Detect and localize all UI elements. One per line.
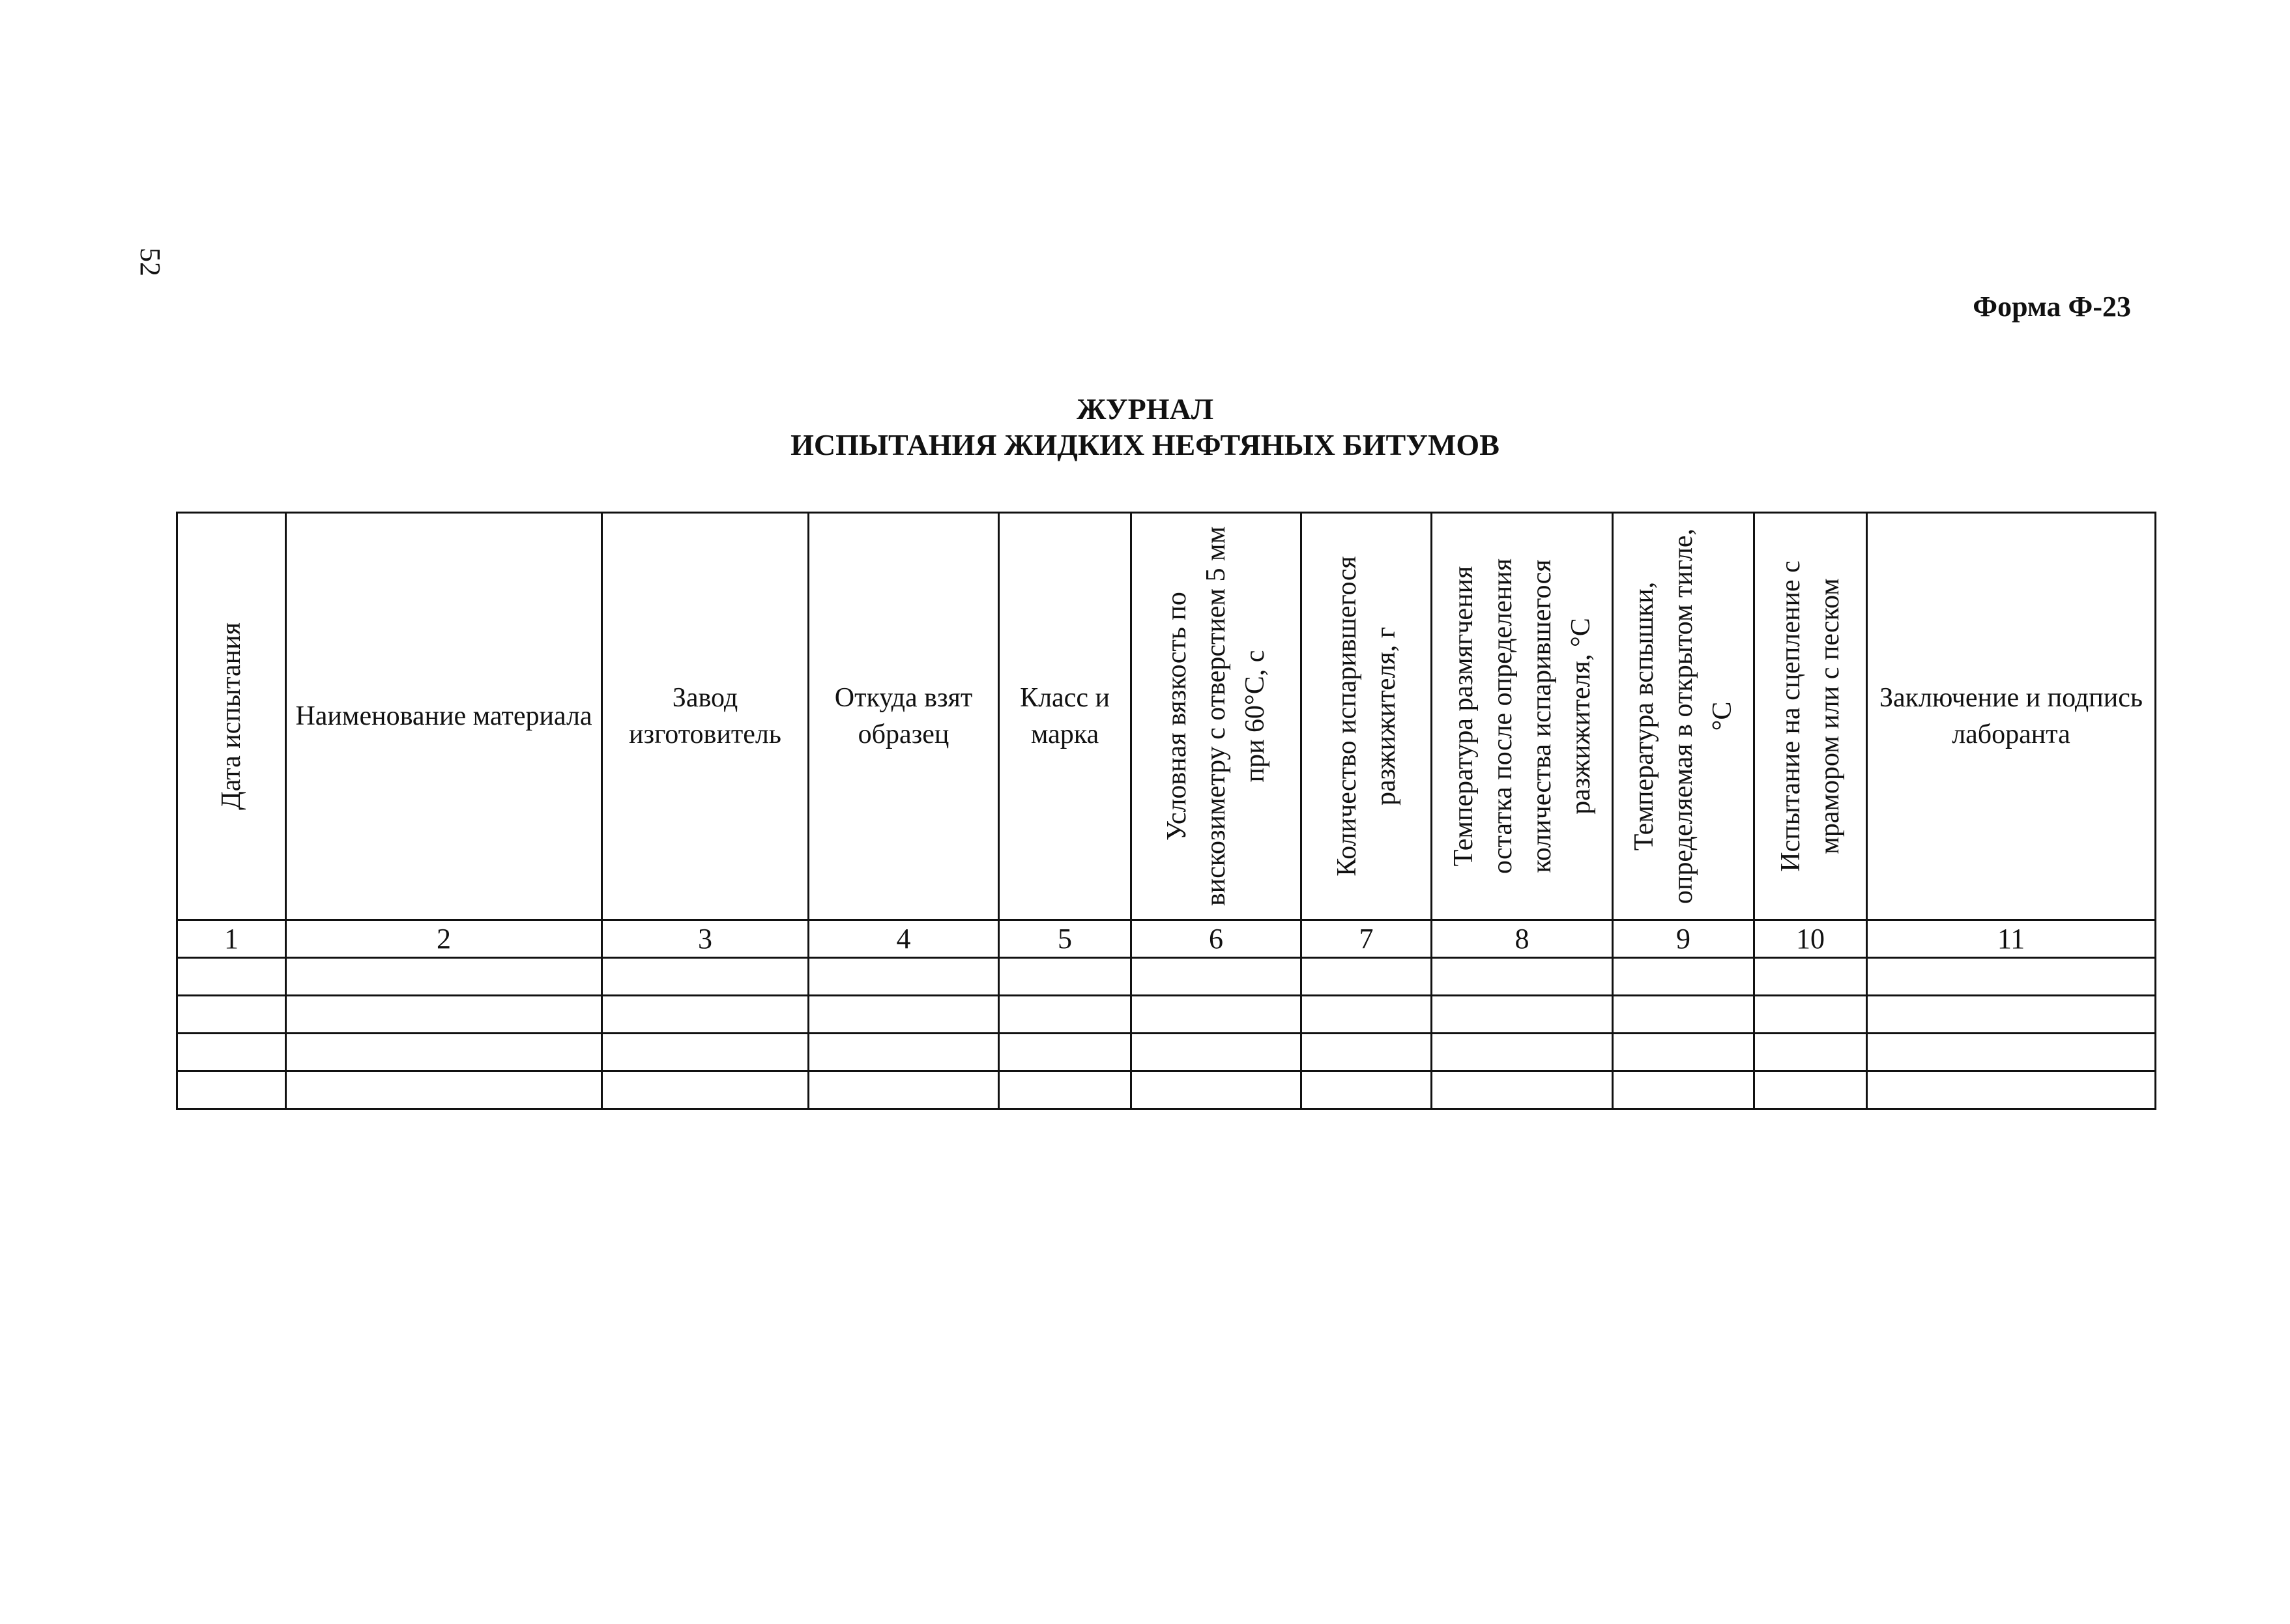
- table-cell[interactable]: [809, 996, 999, 1034]
- table-cell[interactable]: [1432, 996, 1613, 1034]
- column-number: 6: [1131, 920, 1301, 958]
- table-cell[interactable]: [1613, 996, 1754, 1034]
- column-number: 9: [1613, 920, 1754, 958]
- table-cell[interactable]: [1613, 1071, 1754, 1109]
- header-cell: [602, 513, 809, 920]
- header-evaporated-thinner: Количество испарившегося разжижителя, г: [1331, 556, 1401, 877]
- table-cell[interactable]: [1754, 958, 1867, 996]
- table-cell[interactable]: [1613, 958, 1754, 996]
- table-cell[interactable]: [602, 1034, 809, 1071]
- header-flash-point: Температура вспышки, определяемая в открытом тигле, °С: [1629, 528, 1737, 905]
- column-number: 5: [999, 920, 1131, 958]
- table-cell[interactable]: [1432, 958, 1613, 996]
- table-cell[interactable]: [999, 1034, 1131, 1071]
- table-cell[interactable]: [286, 1034, 602, 1071]
- header-class-grade: Класс и марка: [1020, 683, 1110, 749]
- table-cell[interactable]: [602, 958, 809, 996]
- header-cell: [809, 513, 999, 920]
- header-viscosity: Условная вязкость по вискозиметру с отверстием 5 мм при 60°С, с: [1162, 526, 1270, 906]
- table-cell[interactable]: [999, 996, 1131, 1034]
- header-cell: [1301, 513, 1432, 920]
- table-cell[interactable]: [286, 958, 602, 996]
- header-cell: [1131, 513, 1301, 920]
- column-number: 8: [1432, 920, 1613, 958]
- table-cell[interactable]: [177, 1034, 286, 1071]
- table-cell[interactable]: [1867, 1071, 2156, 1109]
- journal-table: [176, 512, 2156, 1110]
- header-cell: [177, 513, 286, 920]
- table-cell[interactable]: [177, 1071, 286, 1109]
- header-cell: [1432, 513, 1613, 920]
- table-cell[interactable]: [1754, 1071, 1867, 1109]
- header-cell: [1867, 513, 2156, 920]
- table-cell[interactable]: [1301, 996, 1432, 1034]
- column-number-row: [177, 920, 2156, 958]
- table-cell[interactable]: [1613, 1034, 1754, 1071]
- header-adhesion-test: Испытание на сцепление с мрамором или с песком: [1776, 560, 1845, 872]
- table-cell[interactable]: [1754, 996, 1867, 1034]
- page-number: 52: [134, 248, 166, 276]
- column-number: 11: [1867, 920, 2156, 958]
- table-cell[interactable]: [1432, 1034, 1613, 1071]
- column-number: 1: [177, 920, 286, 958]
- table-cell[interactable]: [1867, 958, 2156, 996]
- table-cell[interactable]: [602, 996, 809, 1034]
- journal-title: ЖУРНАЛ: [1077, 392, 1213, 426]
- table-cell[interactable]: [809, 1071, 999, 1109]
- table-cell[interactable]: [1867, 1034, 2156, 1071]
- table-cell[interactable]: [1301, 1071, 1432, 1109]
- header-manufacturer: Завод изготовитель: [629, 683, 781, 749]
- header-cell: [286, 513, 602, 920]
- table-cell[interactable]: [1301, 958, 1432, 996]
- header-softening-temperature: Температура размягчения остатка после определения количества испарившегося разжижителя, °С: [1448, 558, 1596, 875]
- header-sample-source: Откуда взят образец: [834, 683, 973, 749]
- table-row: [177, 1034, 2156, 1071]
- table-cell[interactable]: [1131, 996, 1301, 1034]
- form-label: Форма Ф-23: [1973, 291, 2131, 323]
- column-number: 3: [602, 920, 809, 958]
- table-cell[interactable]: [1131, 1034, 1301, 1071]
- header-cell: [999, 513, 1131, 920]
- table-cell[interactable]: [1131, 1071, 1301, 1109]
- table-cell[interactable]: [1131, 958, 1301, 996]
- column-number: 7: [1301, 920, 1432, 958]
- header-cell: [1754, 513, 1867, 920]
- table-cell[interactable]: [286, 996, 602, 1034]
- column-number: 2: [286, 920, 602, 958]
- table-cell[interactable]: [1754, 1034, 1867, 1071]
- column-number: 4: [809, 920, 999, 958]
- column-number: 10: [1754, 920, 1867, 958]
- table-cell[interactable]: [999, 1071, 1131, 1109]
- table-cell[interactable]: [177, 958, 286, 996]
- table-cell[interactable]: [809, 1034, 999, 1071]
- table-cell[interactable]: [1432, 1071, 1613, 1109]
- table-cell[interactable]: [602, 1071, 809, 1109]
- table-cell[interactable]: [999, 958, 1131, 996]
- table-row: [177, 996, 2156, 1034]
- header-date: Дата испытания: [216, 622, 246, 810]
- table-cell[interactable]: [1301, 1034, 1432, 1071]
- table-cell[interactable]: [1867, 996, 2156, 1034]
- header-cell: [1613, 513, 1754, 920]
- header-conclusion: Заключение и подпись лаборанта: [1879, 683, 2143, 749]
- table-row: [177, 1071, 2156, 1109]
- table-cell[interactable]: [809, 958, 999, 996]
- journal-subtitle: ИСПЫТАНИЯ ЖИДКИХ НЕФТЯНЫХ БИТУМОВ: [790, 428, 1500, 461]
- header-material-name: Наименование материала: [295, 701, 592, 731]
- table-cell[interactable]: [286, 1071, 602, 1109]
- header-row: [177, 513, 2156, 920]
- table-cell[interactable]: [177, 996, 286, 1034]
- table-row: [177, 958, 2156, 996]
